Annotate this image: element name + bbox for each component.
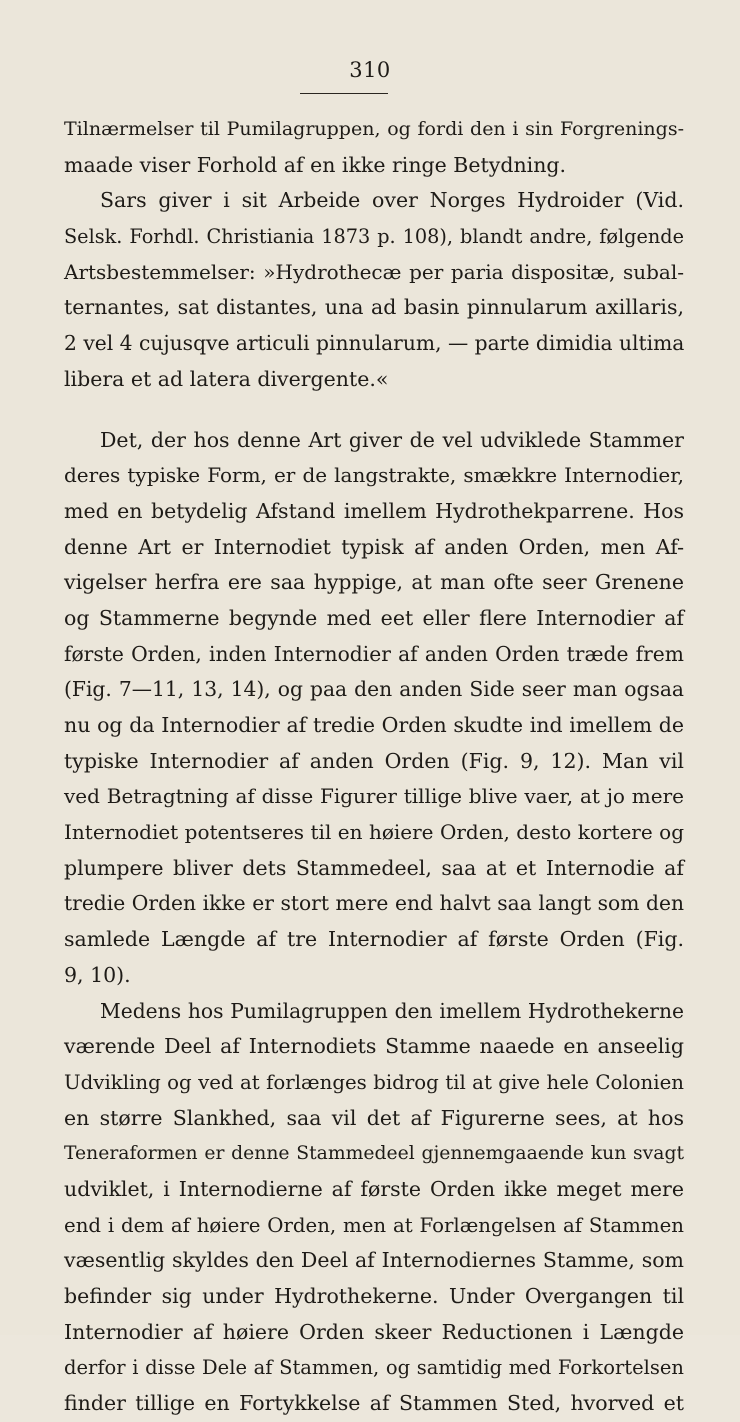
paragraph-gap bbox=[64, 398, 684, 423]
text-line: udviklet, i Internodierne af første Orden ikke meget mere bbox=[64, 1176, 684, 1201]
paragraph-p4 bbox=[64, 994, 684, 1422]
text-line: med en betydelig Afstand imellem Hydrothekparrene. Hos bbox=[64, 498, 684, 523]
body-text bbox=[64, 112, 684, 1422]
text-line: og Stammerne begynde med eet eller flere Internodier af bbox=[64, 605, 684, 630]
text-line: Selsk. Forhdl. Christiania 1873 p. 108), blandt andre, følgende bbox=[64, 225, 684, 249]
text-line: denne Art er Internodiet typisk af anden Orden, men Af- bbox=[64, 534, 684, 559]
text-line: finder tillige en Fortykkelse af Stammen Sted, hvorved et bbox=[64, 1391, 684, 1416]
text-line: libera et ad latera divergente.« bbox=[64, 366, 389, 391]
text-line: Artsbestemmelser: »Hydrothecæ per paria dispositæ, subal- bbox=[64, 259, 684, 284]
paragraph-p1 bbox=[64, 112, 684, 183]
text-line: maade viser Forhold af en ikke ringe Betydning. bbox=[64, 152, 567, 177]
page-number-rule bbox=[300, 93, 388, 94]
text-line: Sars giver i sit Arbeide over Norges Hydroider (Vid. bbox=[100, 188, 684, 213]
text-line: ternantes, sat distantes, una ad basin pinnularum axillaris, bbox=[64, 295, 684, 320]
text-line: Teneraformen er denne Stammedeel gjennemgaaende kun svagt bbox=[64, 1143, 684, 1165]
text-line: samlede Længde af tre Internodier af første Orden (Fig. bbox=[64, 927, 684, 952]
text-line: nu og da Internodier af tredie Orden skudte ind imellem de bbox=[64, 713, 684, 737]
text-line: Udvikling og ved at forlænges bidrog til at give hele Colonien bbox=[64, 1070, 684, 1094]
text-line: første Orden, inden Internodier af anden Orden træde frem bbox=[64, 641, 684, 666]
text-line: derfor i disse Dele af Stammen, og samtidig med Forkortelsen bbox=[64, 1356, 684, 1380]
text-line: ved Betragtning af disse Figurer tillige blive vaer, at jo mere bbox=[64, 784, 684, 809]
text-line: væsentlig skyldes den Deel af Internodiernes Stamme, som bbox=[64, 1248, 684, 1273]
text-line: Tilnærmelser til Pumilagruppen, og fordi den i sin Forgrenings- bbox=[64, 118, 684, 140]
text-line: Internodier af høiere Orden skeer Reductionen i Længde bbox=[64, 1319, 684, 1344]
paragraph-p3 bbox=[64, 423, 684, 994]
text-line: deres typiske Form, er de langstrakte, smækkre Internodier, bbox=[64, 463, 684, 488]
text-line: tredie Orden ikke er stort mere end halvt saa langt som den bbox=[64, 891, 684, 916]
text-line: vigelser herfra ere saa hyppige, at man ofte seer Grenene bbox=[64, 570, 684, 595]
text-line: 9, 10). bbox=[64, 962, 131, 987]
text-line: befinder sig under Hydrothekerne. Under Overgangen til bbox=[64, 1284, 684, 1308]
text-line: end i dem af høiere Orden, men at Forlængelsen af Stammen bbox=[64, 1213, 684, 1237]
text-line: Medens hos Pumilagruppen den imellem Hydrothekerne bbox=[100, 998, 684, 1023]
text-line: Det, der hos denne Art giver de vel udviklede Stammer bbox=[100, 427, 684, 452]
text-line: værende Deel af Internodiets Stamme naaede en anseelig bbox=[64, 1034, 684, 1059]
text-line: 2 vel 4 cujusqve articuli pinnularum, — parte dimidia ultima bbox=[64, 331, 685, 356]
text-line: en større Slankhed, saa vil det af Figurerne sees, at hos bbox=[64, 1105, 684, 1130]
page-number: 310 bbox=[349, 58, 391, 82]
text-line: plumpere bliver dets Stammedeel, saa at et Internodie af bbox=[64, 855, 684, 880]
text-line: (Fig. 7—11, 13, 14), og paa den anden Side seer man ogsaa bbox=[64, 677, 684, 702]
text-line: typiske Internodier af anden Orden (Fig. 9, 12). Man vil bbox=[64, 748, 684, 773]
paragraph-p2 bbox=[64, 183, 684, 397]
text-line: Internodiet potentseres til en høiere Orden, desto kortere og bbox=[64, 820, 684, 845]
